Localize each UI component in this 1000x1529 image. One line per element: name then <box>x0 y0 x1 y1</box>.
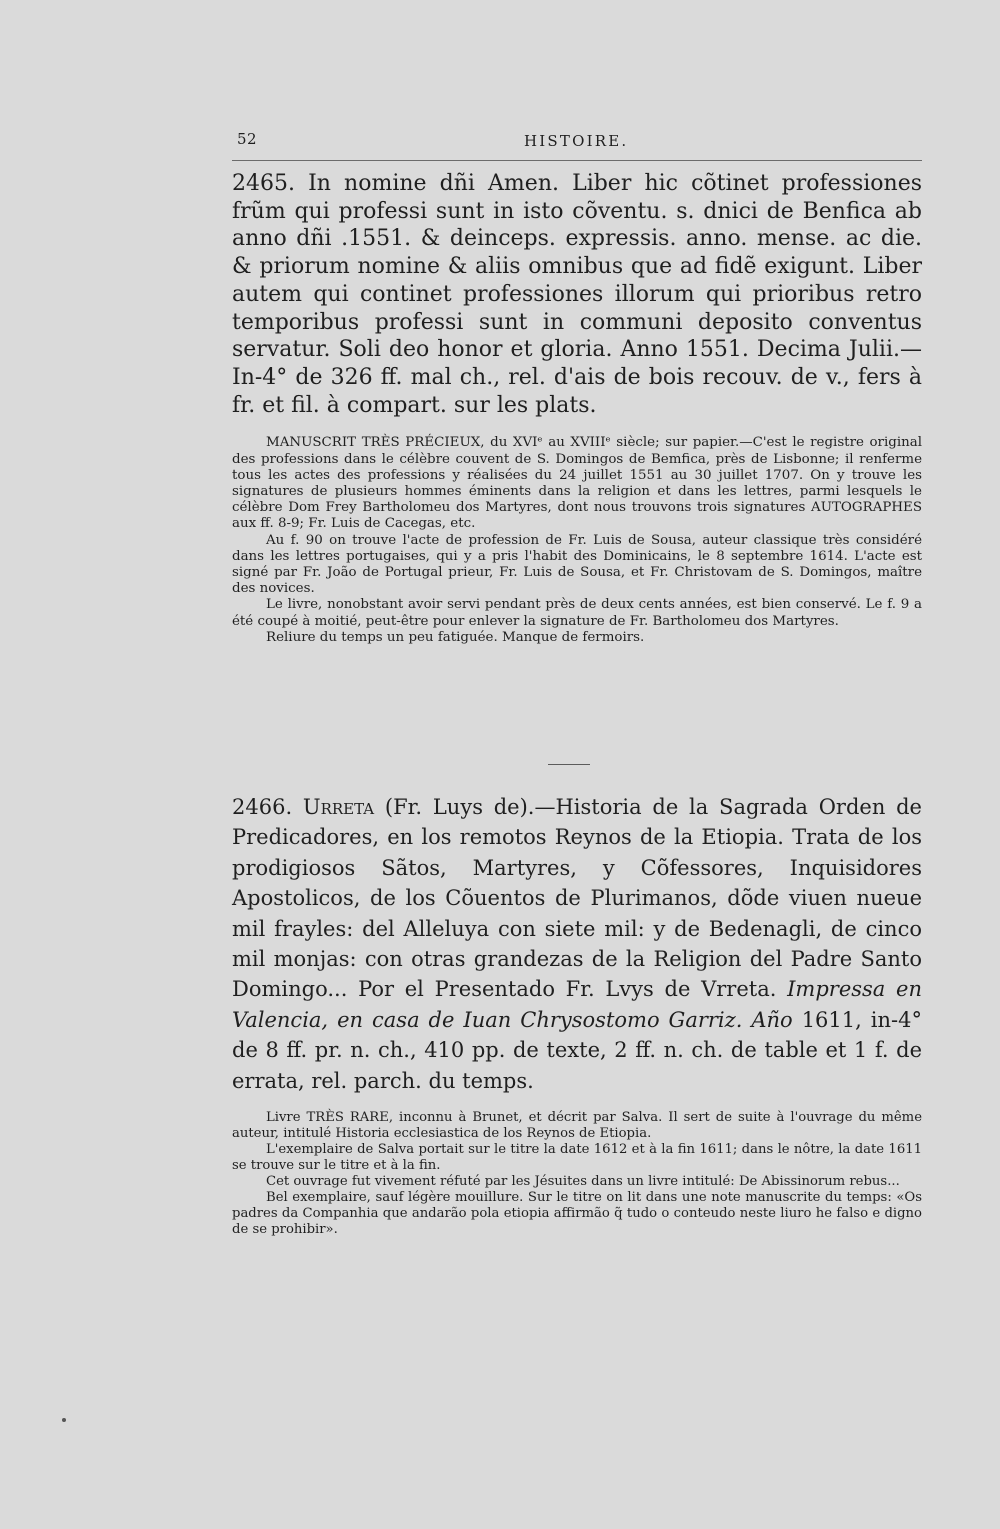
entry-notes <box>232 435 922 646</box>
note-paragraph: Le livre, nonobstant avoir servi pendant près de deux cents années, est bien conservé. Le f. 9 a été coupé à moitié, peut-être pour enlever la signature de Fr. Bartholomeu dos Martyres. <box>232 597 922 629</box>
imprint-text: Impressa en Valencia, en casa de Iuan Chrysostomo Garriz. Año <box>232 977 922 1032</box>
note-paragraph: Reliure du temps un peu fatiguée. Manque de fermoirs. <box>266 629 645 645</box>
note-paragraph: Livre TRÈS RARE, inconnu à Brunet, et décrit par Salva. Il sert de suite à l'ouvrage du même auteur, intitulé Historia ecclesiastica de los Reynos de Etiopia. <box>232 1110 922 1142</box>
entry-number: 2466. <box>232 795 293 819</box>
section-divider <box>548 764 590 765</box>
note-paragraph: Cet ouvrage fut vivement réfuté par les Jésuites dans un livre intitulé: De Abissinorum rebus... <box>266 1174 900 1190</box>
entry-imprint-tail: 1611, in-4° de 8 ff. pr. n. ch., 410 pp. de texte, 2 ff. n. ch. de table et 1 f. de errata, rel. parch. du temps. <box>232 1007 922 1093</box>
running-head: HISTOIRE. <box>524 132 629 150</box>
entry-number: 2465. <box>232 171 295 196</box>
catalog-entry-2466 <box>232 792 922 1238</box>
note-paragraph: Au f. 90 on trouve l'acte de profession de Fr. Luis de Sousa, auteur classique très considéré dans les lettres portugaises, qui y a pris l'habit des Dominicains, le 8 septembre 1614. L'acte est signé par Fr. João de Portugal prieur, Fr. Luis de Sousa, et Fr. Christovam de S. Domingos, maître des novices. <box>232 532 922 597</box>
page-header <box>232 128 922 161</box>
entry-main-text <box>232 792 922 1096</box>
catalog-entry-2465 <box>232 170 922 646</box>
author-name: Urreta <box>302 795 375 819</box>
note-paragraph: L'exemplaire de Salva portait sur le titre la date 1612 et à la fin 1611; dans le nôtre, la date 1611 se trouve sur le titre et à la fin. <box>232 1142 922 1174</box>
entry-notes <box>232 1110 922 1238</box>
note-paragraph: MANUSCRIT TRÈS PRÉCIEUX, du XVIᵉ au XVIIIᵉ siècle; sur papier.—C'est le registre original des professions dans le célèbre couvent de S. Domingos de Bemfica, près de Lisbonne; il renferme tous les actes des professions y réalisées du 24 juillet 1551 au 30 juillet 1707. On y trouve les signatures de plusieurs hommes éminents dans la religion et dans les lettres, parmi lesquels le célèbre Dom Frey Bartholomeu dos Martyres, dont nous trouvons trois signatures AUTOGRAPHES aux ff. 8-9; Fr. Luis de Cacegas, etc. <box>232 435 922 532</box>
page-number: 52 <box>237 130 258 148</box>
entry-title: —Historia de la Sagrada Orden de Predicadores, en los remotos Reynos de la Etiopia. Trata de los prodigiosos Sãtos, Martyres, y Cõfessores, Inquisidores Apostolicos, de los Cõuentos de Plurimanos, dõde viuen nueue mil frayles: del Alleluya con siete mil: y de Bedenagli, de cinco mil monjas: con otras grandezas de la Religion del Padre Santo Domingo... Por el Presentado Fr. Lvys de Vrreta. <box>232 795 922 1002</box>
entry-title: In nomine dñi Amen. Liber hic cõtinet professiones frũm qui professi sunt in isto cõventu. s. dnici de Benfica ab anno dñi .1551. & deinceps. expressis. anno. mense. ac die. & priorum nomine & aliis omnibus que ad fidẽ exigunt. Liber autem qui continet professiones illorum qui prioribus retro temporibus professi sunt in communi deposito conventus servatur. Soli deo honor et gloria. Anno 1551. Decima Julii.—In-4° de 326 ff. mal ch., rel. d'ais de bois recouv. de v., fers à fr. et fil. à compart. sur les plats. <box>232 171 922 418</box>
paper-spot <box>62 1418 66 1422</box>
entry-main-text <box>232 170 922 419</box>
note-paragraph: Bel exemplaire, sauf légère mouillure. Sur le titre on lit dans une note manuscrite du temps: «Os padres da Companhia que andarão pola etiopia affirmão q̃ tudo o conteudo neste liuro he falso e digno de se prohibir». <box>232 1190 922 1238</box>
author-detail: (Fr. Luys de). <box>384 795 535 819</box>
